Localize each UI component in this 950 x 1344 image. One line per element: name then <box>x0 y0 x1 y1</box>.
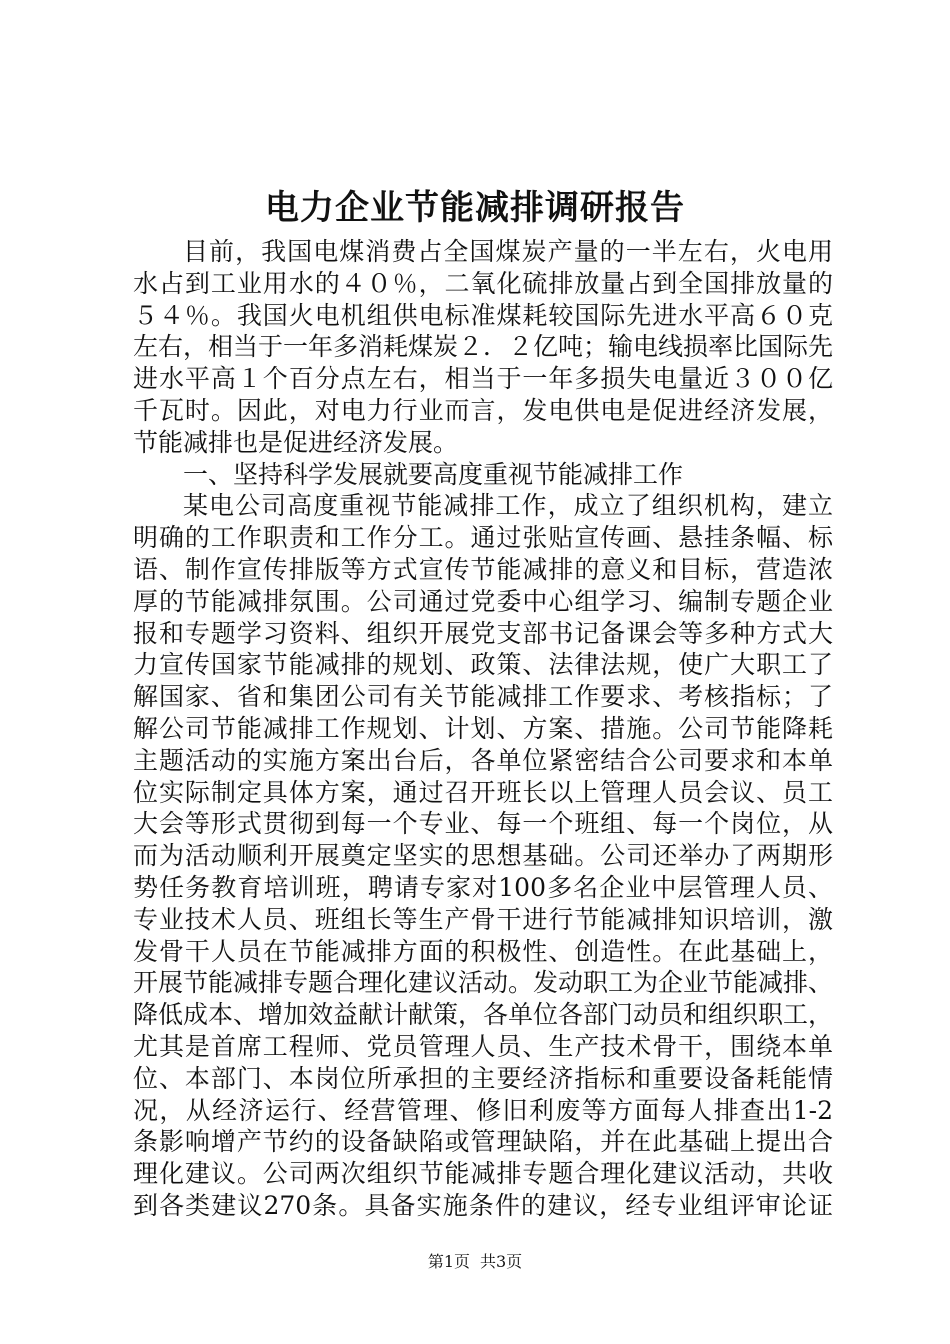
section-heading: 一、坚持科学发展就要高度重视节能减排工作 <box>183 459 684 489</box>
paragraph-line: 左右，相当于一年多消耗煤炭２．２亿吨；输电线损率比国际先 <box>133 332 834 362</box>
paragraph-line: 专业技术人员、班组长等生产骨干进行节能减排知识培训，激 <box>133 904 833 934</box>
paragraph-line: 明确的工作职责和工作分工。通过张贴宣传画、悬挂条幅、标 <box>133 523 833 553</box>
page-number: 第1页 <box>427 1252 470 1271</box>
paragraph-line: ５４％。我国火电机组供电标准煤耗较国际先进水平高６０克 <box>133 300 833 330</box>
document-title: 电力企业节能减排调研报告 <box>265 188 685 228</box>
page-total: 共3页 <box>480 1252 523 1271</box>
paragraph-line: 理化建议。公司两次组织节能减排专题合理化建议活动，共收 <box>133 1159 833 1189</box>
paragraph-line: 力宣传国家节能减排的规划、政策、法律法规，使广大职工了 <box>133 650 833 680</box>
paragraph-line: 主题活动的实施方案出台后，各单位紧密结合公司要求和本单 <box>133 745 833 775</box>
paragraph-line: 降低成本、增加效益献计献策，各单位各部门动员和组织职工， <box>133 1000 834 1030</box>
paragraph-line: 位、本部门、本岗位所承担的主要经济指标和重要设备耗能情 <box>133 1063 833 1093</box>
paragraph-line: 大会等形式贯彻到每一个专业、每一个班组、每一个岗位，从 <box>133 809 833 839</box>
paragraph-line: 厚的节能减排氛围。公司通过党委中心组学习、编制专题企业 <box>133 586 833 616</box>
paragraph-line: 开展节能减排专题合理化建议活动。发动职工为企业节能减排、 <box>133 968 834 998</box>
paragraph-line: 解国家、省和集团公司有关节能减排工作要求、考核指标；了 <box>133 682 833 712</box>
paragraph-line: 发骨干人员在节能减排方面的积极性、创造性。在此基础上， <box>133 936 833 966</box>
paragraph-line: 尤其是首席工程师、党员管理人员、生产技术骨干，围绕本单 <box>133 1031 833 1061</box>
paragraph-line: 节能减排也是促进经济发展。 <box>133 427 459 457</box>
paragraph-line: 到各类建议270条。具备实施条件的建议，经专业组评审论证 <box>133 1190 833 1220</box>
paragraph-line: 条影响增产节约的设备缺陷或管理缺陷，并在此基础上提出合 <box>133 1127 833 1157</box>
paragraph-line: 语、制作宣传排版等方式宣传节能减排的意义和目标，营造浓 <box>133 554 833 584</box>
paragraph-line: 目前，我国电煤消费占全国煤炭产量的一半左右，火电用 <box>183 237 833 266</box>
paragraph-line: 势任务教育培训班，聘请专家对100多名企业中层管理人员、 <box>133 872 833 902</box>
paragraph-line: 位实际制定具体方案，通过召开班长以上管理人员会议、员工 <box>133 777 833 807</box>
page-footer <box>0 1251 950 1273</box>
paragraph-line: 水占到工业用水的４０％，二氧化硫排放量占到全国排放量的 <box>133 268 833 298</box>
paragraph-line: 报和专题学习资料、组织开展党支部书记备课会等多种方式大 <box>133 618 833 648</box>
paragraph-line: 而为活动顺利开展奠定坚实的思想基础。公司还举办了两期形 <box>133 841 833 871</box>
paragraph-line: 况，从经济运行、经营管理、修旧利废等方面每人排查出1-2 <box>133 1095 833 1125</box>
paragraph-line: 解公司节能减排工作规划、计划、方案、措施。公司节能降耗 <box>133 713 833 743</box>
paragraph-line: 千瓦时。因此，对电力行业而言，发电供电是促进经济发展， <box>133 395 833 425</box>
paragraph-line: 进水平高１个百分点左右，相当于一年多损失电量近３００亿 <box>133 364 833 394</box>
paragraph-line: 某电公司高度重视节能减排工作，成立了组织机构，建立 <box>183 491 833 521</box>
document-body <box>133 236 833 1222</box>
